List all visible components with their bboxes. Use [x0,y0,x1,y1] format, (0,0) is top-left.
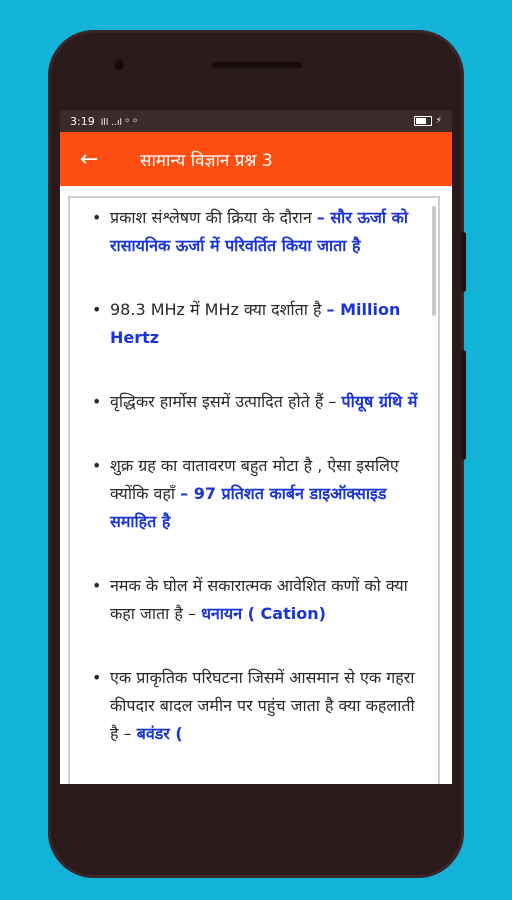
list-item [110,664,424,748]
power-button [461,232,466,292]
phone-bottom-bezel [60,784,452,854]
status-time: 3:19 [70,114,95,128]
status-bar [60,110,452,132]
question-text: शुक्र ग्रह का वातावरण बहुत मोटा है , ऐसा इसलिए क्योंकि वहाँ [110,456,399,503]
answer-text: बवंडर ( [136,724,183,743]
answer-text: – सौर ऊर्जा को रासायनिक ऊर्जा में परिवर्तित किया जाता है [110,208,409,255]
app-bar [60,132,452,186]
earpiece-speaker [212,62,302,68]
answer-text: – 97 प्रतिशत कार्बन डाइऑक्साइड समाहित है [110,484,387,531]
charging-icon: ⚡ [435,116,442,126]
question-list-container[interactable] [68,196,440,784]
list-item [110,572,424,628]
answer-text: धनायन ( Cation) [201,604,326,623]
question-text: नमक के घोल में सकारात्मक आवेशित कणों को क्या कहा जाता है – [110,576,408,623]
list-item [110,296,424,352]
battery-icon [414,116,432,126]
app-screen [60,110,452,784]
page-title: सामान्य विज्ञान प्रश्न 3 [140,150,273,171]
answer-text: पीयूष ग्रंथि में [341,392,418,411]
question-text: एक प्राकृतिक परिघटना जिसमें आसमान से एक गहरा कीपदार बादल जमीन पर पहुंच जाता है क्या कहलाती है – [110,668,415,743]
scrollbar[interactable] [432,206,436,316]
back-arrow-icon[interactable]: ← [80,146,99,172]
question-list [70,198,438,748]
list-item [110,452,424,536]
signal-icons: Ill ..ıl ꙳ ꙳ [100,117,138,128]
front-camera [114,60,124,70]
volume-button [461,350,466,460]
question-text: वृद्धिकर हार्मोस इसमें उत्पादित होते हैं – [110,392,337,411]
question-text: 98.3 MHz में MHz क्या दर्शाता है [110,300,322,319]
answer-text: – Million Hertz [110,300,401,347]
list-item [110,204,424,260]
list-item [110,388,424,416]
question-text: प्रकाश संश्लेषण की क्रिया के दौरान [110,208,312,227]
